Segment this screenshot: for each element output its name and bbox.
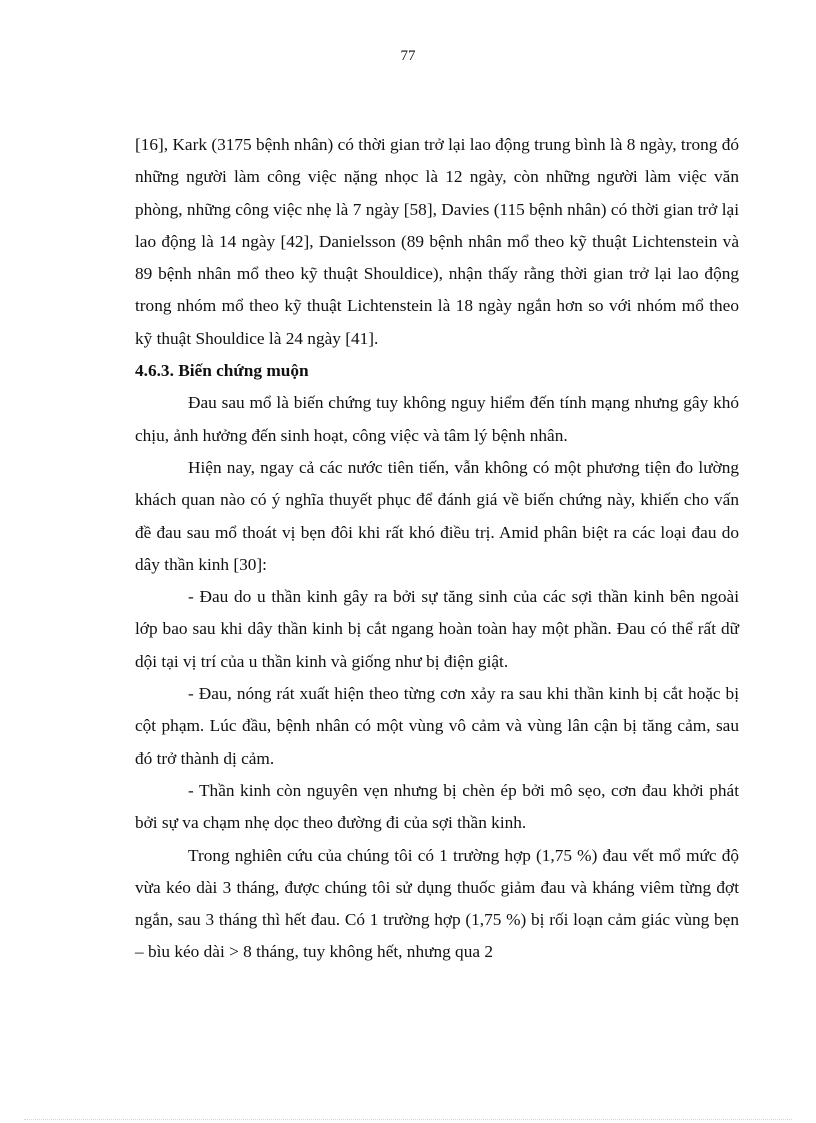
list-item-neuroma-pain: - Đau do u thần kinh gây ra bởi sự tăng sinh của các sợi thần kinh bên ngoài lớp bao sau khi dây thần kinh bị cắt ngang hoàn toàn hay một phần. Đau có thể rất dữ dội tại vị trí của u thần kinh và giống như bị điện giật. xyxy=(135,587,739,671)
section-heading: 4.6.3. Biến chứng muộn xyxy=(135,361,309,381)
paragraph-return-to-work: [16], Kark (3175 bệnh nhân) có thời gian trở lại lao động trung bình là 8 ngày, trong đó những người làm công việc nặng nhọc là 12 ngày, còn những người làm việc văn phòng, những công việc nhẹ là 7 ngày [58], Davies (115 bệnh nhân) có thời gian trở lại lao động là 14 ngày [42], Danielsson (89 bệnh nhân mổ theo kỹ thuật Lichtenstein và 89 bệnh nhân mổ theo kỹ thuật Shouldice), nhận thấy rằng thời gian trở lại lao động trong nhóm mổ theo kỹ thuật Lichtenstein là 18 ngày ngắn hơn so với nhóm mổ theo kỹ thuật Shouldice là 24 ngày [41]. xyxy=(135,135,739,348)
document-body xyxy=(135,129,739,969)
list-item-burning-pain: - Đau, nóng rát xuất hiện theo từng cơn xảy ra sau khi thần kinh bị cắt hoặc bị cột phạm. Lúc đầu, bệnh nhân có một vùng vô cảm và vùng lân cận bị tăng cảm, sau đó trở thành dị cảm. xyxy=(135,684,739,768)
page-number: 77 xyxy=(400,48,416,64)
paragraph-postoperative-pain: Đau sau mổ là biến chứng tuy không nguy hiểm đến tính mạng nhưng gây khó chịu, ảnh hưởng đến sinh hoạt, công việc và tâm lý bệnh nhân. xyxy=(135,393,739,445)
paragraph-study-results: Trong nghiên cứu của chúng tôi có 1 trường hợp (1,75 %) đau vết mổ mức độ vừa kéo dài 3 tháng, được chúng tôi sử dụng thuốc giảm đau và kháng viêm từng đợt ngắn, sau 3 tháng thì hết đau. Có 1 trường hợp (1,75 %) bị rối loạn cảm giác vùng bẹn – bìu kéo dài > 8 tháng, tuy không hết, nhưng qua 2 xyxy=(135,845,739,962)
paragraph-measurement: Hiện nay, ngay cả các nước tiên tiến, vẫn không có một phương tiện đo lường khách quan nào có ý nghĩa thuyết phục để đánh giá về biến chứng này, khiến cho vấn đề đau sau mổ thoát vị bẹn đôi khi rất khó điều trị. Amid phân biệt ra các loại đau do dây thần kinh [30]: xyxy=(135,457,739,574)
list-item-compression-pain: - Thần kinh còn nguyên vẹn nhưng bị chèn ép bởi mô sẹo, cơn đau khởi phát bởi sự va chạm nhẹ dọc theo đường đi của sợi thần kinh. xyxy=(135,780,739,833)
page-bottom-divider xyxy=(24,1119,792,1120)
